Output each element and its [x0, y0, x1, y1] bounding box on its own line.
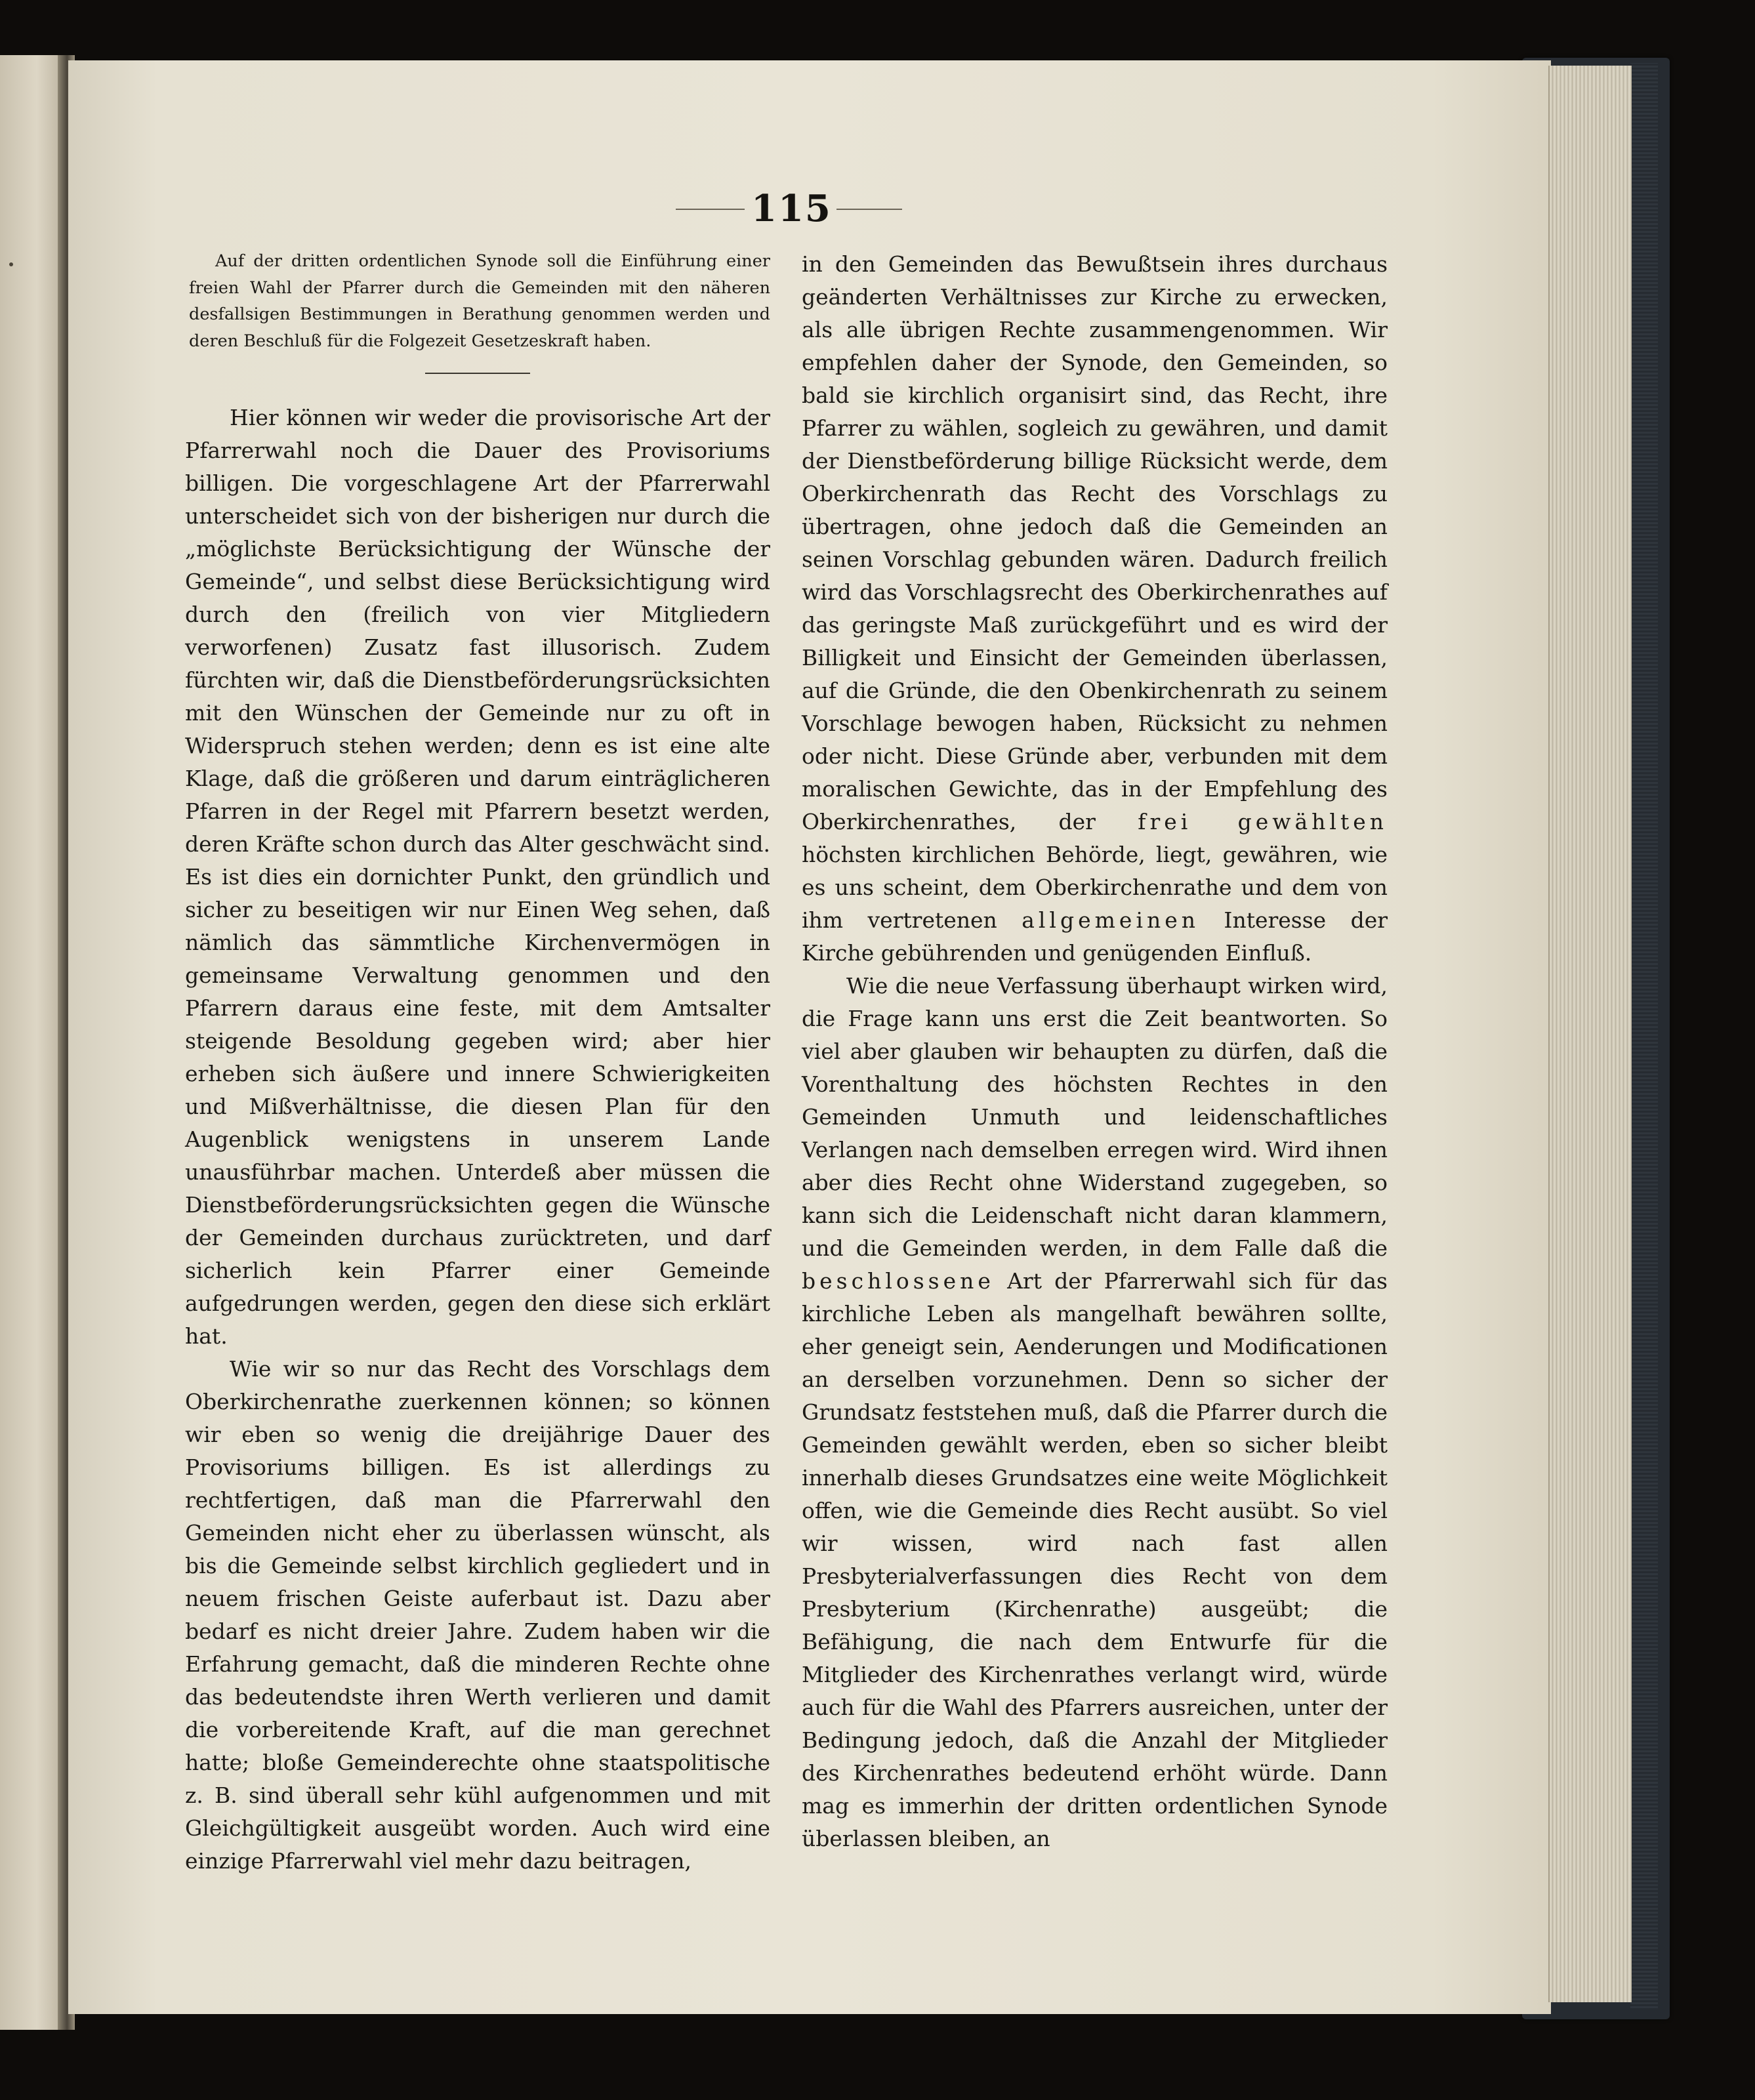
- paragraph-text: in den Gemeinden das Bewußtsein ihres durchaus geänderten Verhältnisses zur Kirche zu erwecken, als alle übrigen Rechte zusammengenommen. Wir empfehlen daher der Synode, den Gemeinden, so bald sie kirchlich organisirt sind, das Recht, ihre Pfarrer zu wählen, sogleich zu gewähren, und damit der Dienstbeförderung billige Rücksicht werde, dem Oberkirchenrath das Recht des Vorschlags zu übertragen, ohne jedoch daß die Gemeinden an seinen Vorschlag gebunden wären. Dadurch freilich wird das Vorschlagsrecht des Oberkirchenrathes auf das geringste Maß zurückgeführt und es wird der Billigkeit und Einsicht der Gemeinden überlassen, auf die Gründe, die den Obenkirchenrath zu seinem Vorschlage bewogen haben, Rücksicht zu nehmen oder nicht. Diese Gründe aber, verbunden mit dem moralischen Gewichte, das in der Empfehlung des Oberkirchenrathes, der: [802, 251, 1388, 834]
- spaced-text: allgemeinen: [1022, 907, 1200, 933]
- paragraph-text: Wie die neue Verfassung überhaupt wirken wird, die Frage kann uns erst die Zeit beantworten. So viel aber glauben wir behaupten zu dürfen, daß die Vorenthaltung des höchsten Rechtes in den Gemeinden Unmuth und leidenschaftliches Verlangen nach demselben erregen wird. Wird ihnen aber dies Recht ohne Widerstand zugegeben, so kann sich die Leidenschaft nicht daran klammern, und die Gemeinden werden, in dem Falle daß die: [802, 973, 1388, 1261]
- header-rule-left: [676, 209, 745, 210]
- paragraph-text: Art der Pfarrerwahl sich für das kirchliche Leben als mangelhaft bewähren sollte, eher geneigt sein, Aenderungen und Modificationen an derselben vorzunehmen. Denn so sicher der Grundsatz feststehen muß, daß die Pfarrer durch die Gemeinden gewählt werden, eben so sicher bleibt innerhalb dieses Grundsatzes eine weite Möglichkeit offen, wie die Gemeinde dies Recht ausübt. So viel wir wissen, wird nach fast allen Presbyterialverfassungen dies Recht von dem Presbyterium (Kirchenrathe) ausgeübt; die Befähigung, die nach dem Entwurfe für die Mitglieder des Kirchenrathes verlangt wird, würde auch für die Wahl des Pfarrers ausreichen, unter der Bedingung jedoch, daß die Anzahl der Mitglieder des Kirchenrathes bedeutend erhöht würde. Dann mag es immerhin der dritten ordentlichen Synode überlassen bleiben, an: [802, 1268, 1388, 1851]
- paragraph: Hier können wir weder die provisorische Art der Pfarrerwahl noch die Dauer des Provisoriums billigen. Die vorgeschlagene Art der Pfarrerwahl unterscheidet sich von der bisherigen nur durch die „möglichste Berücksichtigung der Wünsche der Gemeinde“, und selbst diese Berücksichtigung wird durch den (freilich von vier Mitgliedern verworfenen) Zusatz fast illusorisch. Zudem fürchten wir, daß die Dienstbeförderungsrücksichten mit den Wünschen der Gemeinde nur zu oft in Widerspruch stehen werden; denn es ist eine alte Klage, daß die größeren und darum einträglicheren Pfarren in der Regel mit Pfarrern besetzt werden, deren Kräfte schon durch das Alter geschwächt sind. Es ist dies ein dornichter Punkt, den gründlich und sicher zu beseitigen wir nur Einen Weg sehen, daß nämlich das sämmtliche Kirchenvermögen in gemeinsame Verwaltung genommen und den Pfarrern daraus eine feste, mit dem Amtsalter steigende Besoldung gegeben wird; aber hier erheben sich äußere und innere Schwierigkeiten und Mißverhältnisse, die diesen Plan für den Augenblick wenigstens in unserem Lande unausführbar machen. Unterdeß aber müssen die Dienstbeförderungsrücksichten gegen die Wünsche der Gemeinden durchaus zurücktreten, und darf sicherlich kein Pfarrer einer Gemeinde aufgedrungen werden, gegen den diese sich erklärt hat.: [185, 405, 770, 1349]
- page-edges: [1548, 66, 1632, 2002]
- paragraph: Wie wir so nur das Recht des Vorschlags dem Oberkirchenrathe zuerkennen können; so können wir eben so wenig die dreijährige Dauer des Provisoriums billigen. Es ist allerdings zu rechtfertigen, daß man die Pfarrerwahl den Gemeinden nicht eher zu überlassen wünscht, als bis die Gemeinde selbst kirchlich gegliedert und in neuem frischen Geiste auferbaut ist. Dazu aber bedarf es nicht dreier Jahre. Zudem haben wir die Erfahrung gemacht, daß die minderen Rechte ohne das bedeutendste ihren Werth verlieren und damit die vorbereitende Kraft, auf die man gerechnet hatte; bloße Gemeinderechte ohne staatspolitische z. B. sind überall sehr kühl aufgenommen und mit Gleichgültigkeit ausgeübt worden. Auch wird eine einzige Pfarrerwahl viel mehr dazu beitragen,: [185, 1356, 770, 1874]
- header-rule-right: [836, 209, 902, 210]
- paragraph-text: Interesse der Kirche gebührenden und genügenden Einfluß.: [802, 907, 1388, 966]
- page-speck: [9, 262, 13, 266]
- separator-rule: [425, 373, 530, 374]
- quoted-resolution: Auf der dritten ordentlichen Synode soll die Einführung einer freien Wahl der Pfarrer durch die Gemeinden mit den näheren desfallsigen Bestimmungen in Berathung genommen werden und deren Beschluß für die Folgezeit Gesetzeskraft haben.: [189, 251, 770, 351]
- paragraph-text: höchsten kirchlichen Behörde, liegt, gewähren, wie es uns scheint, dem Oberkirchenrathe und dem von ihm vertretenen: [802, 842, 1388, 933]
- left-column: [185, 248, 770, 1878]
- paragraph: [802, 248, 1388, 970]
- paragraph: [802, 970, 1388, 1855]
- right-column: [802, 248, 1388, 1855]
- spaced-text: frei gewählten: [1138, 809, 1388, 834]
- cover-cloth: [1630, 63, 1658, 2008]
- spaced-text: beschlossene: [802, 1268, 995, 1294]
- facing-page-edge: [0, 55, 67, 2030]
- page-number: 115: [751, 187, 832, 230]
